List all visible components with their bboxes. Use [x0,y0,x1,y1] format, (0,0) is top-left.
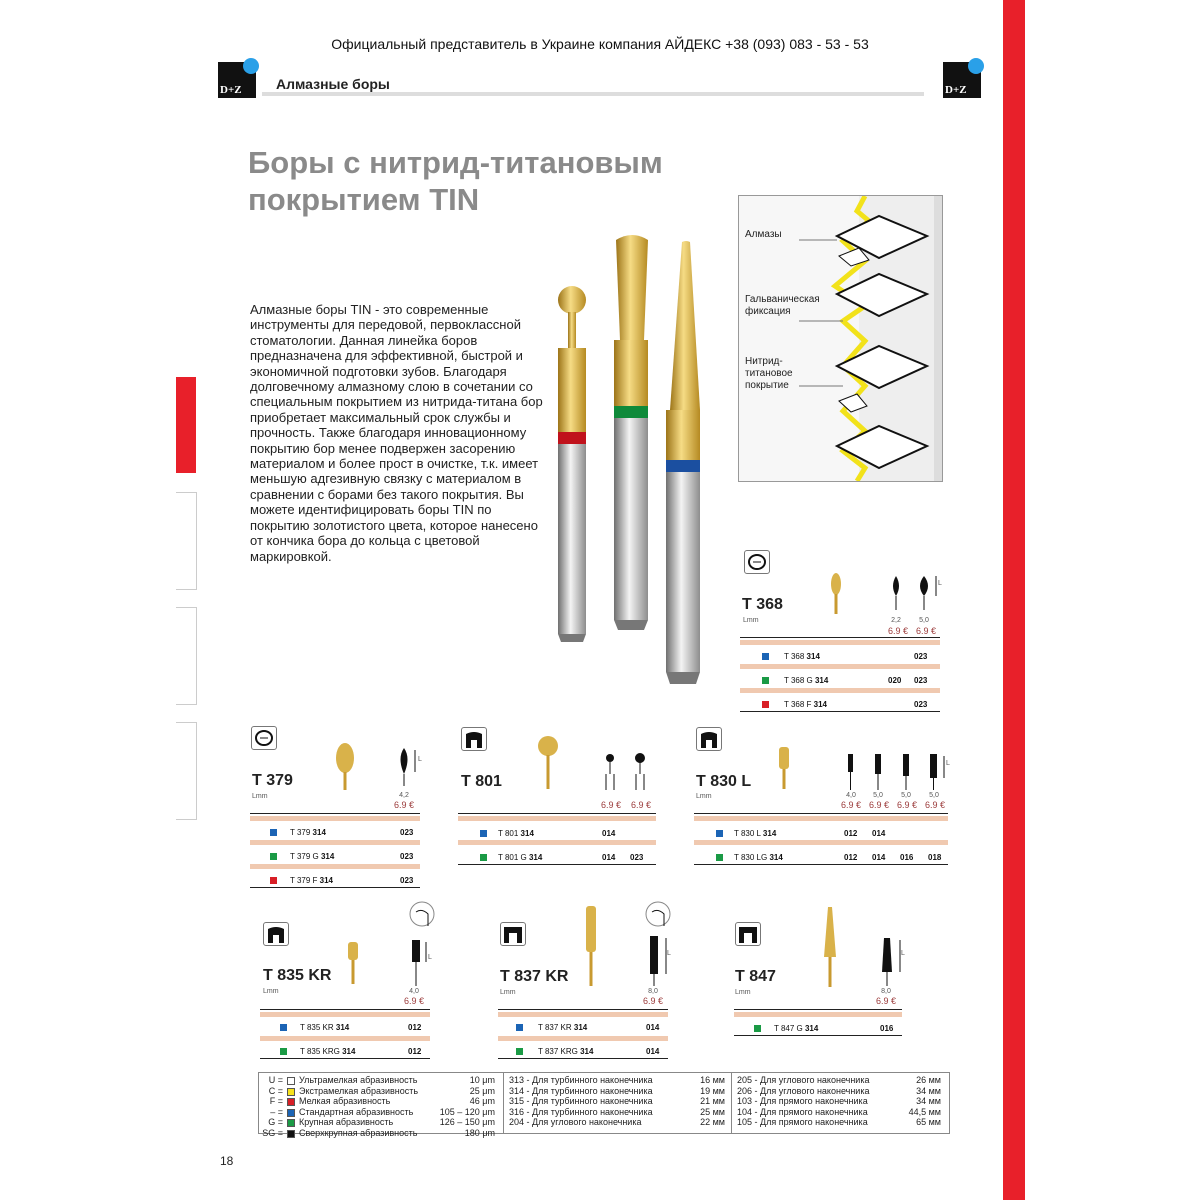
price: 6.9 € [600,800,622,810]
shank-legend-2: 205 - Для углового наконечника 26 мм 206 - Для углового наконечника 34 мм 103 - Для прямого наконечника 34 мм 104 - Для прямого наконечника 44,5 мм 105 - Для прямого наконечника 65 мм [737,1075,941,1127]
price: 6.9 € [924,800,946,810]
length-label: L [901,950,905,957]
product-name-t368: T 368 [742,596,783,613]
right-red-bar [1003,0,1025,1200]
length-label: L [428,954,432,961]
diameter: 5,0 [919,617,929,624]
diameter: 5,0 [929,792,939,799]
price: 6.9 € [875,996,897,1006]
length-label: L [667,950,671,957]
table-row[interactable]: T 835 KRG 314 012 [260,1046,430,1057]
table-row[interactable]: T 837 KR 314 014 [498,1022,668,1033]
legend-table [258,1072,950,1138]
product-name-t830l: T 830 L [696,773,752,790]
shape-drawings-t847 [876,936,908,988]
bur-thumb-t379 [334,742,356,792]
shape-drawings-t835kr [400,900,440,988]
shape-drawings-t368 [884,572,944,612]
diagram-label-galvanic: Гальваническая фиксация [745,294,820,317]
price: 6.9 € [630,800,652,810]
price: 6.9 € [393,800,415,810]
molar-icon [696,727,722,751]
price: 6.9 € [887,626,909,636]
crown-prep-icon [500,922,526,946]
coating-diagram [738,195,943,482]
side-tab[interactable] [176,607,197,705]
header-rule [262,92,924,96]
product-name-t847: T 847 [735,968,776,985]
price: 6.9 € [868,800,890,810]
product-name-t379: T 379 [252,772,293,789]
product-name-t801: T 801 [461,773,502,790]
lmm-label: Lmm [696,793,712,800]
price: 6.9 € [840,800,862,810]
table-row[interactable]: T 847 G 314 016 [734,1023,902,1034]
product-description: Алмазные боры TIN - это современные инструменты для передовой, первоклассной стоматологии. Данная линейка боров предназначена для эффективной, быстрой и экономичной подготовки зубов. Благодаря долговечному алмазному слою в сочетании со специальным покрытием из нитрида-титана бор приобретает максимальный срок службы и прочность. Также благодаря инновационному покрытию бор менее подвержен засорению материалом и более прост в очистке, т.к. имеет меньшую адгезивную связку с материалом в сравнении с борами без такого покрытия. Вы можете идентифицировать боры TIN по покрытию золотистого цвета, которое нанесено от кончика бора до кольца с цветовой маркировкой. [250,302,543,564]
length-label: L [938,580,942,587]
table-row[interactable]: T 368 F 314 023 [740,699,940,710]
diameter: 4,0 [846,792,856,799]
table-row[interactable]: T 835 KR 314 012 [260,1022,430,1033]
length-label: L [946,760,950,767]
table-row[interactable]: T 379 314 023 [250,827,420,838]
side-tab-active[interactable] [176,377,196,473]
diameter: 8,0 [648,988,658,995]
lmm-label: Lmm [263,988,279,995]
shape-drawings-t837kr [640,900,682,988]
header-contact-line: Официальный представитель в Украине компания АЙДЕКС +38 (093) 083 - 53 - 53 [331,36,869,52]
molar-icon [461,727,487,751]
table-row[interactable]: T 801 G 314 014 023 [458,852,656,863]
dz-logo-left: D+Z [218,62,256,98]
product-name-t835kr: T 835 KR [263,967,332,984]
diameter: 4,2 [399,792,409,799]
table-row[interactable]: T 379 F 314 023 [250,875,420,886]
table-row[interactable]: T 830 LG 314 012 014 016 018 [694,852,948,863]
bur-thumb-t368 [828,572,844,616]
diagram-label-diamonds: Алмазы [745,229,782,240]
length-label: L [418,756,422,763]
shape-drawings-t379 [395,744,425,788]
bur-thumb-t801 [536,735,560,791]
crown-prep-icon [735,922,761,946]
price: 6.9 € [403,996,425,1006]
round-bur [558,286,586,642]
table-row[interactable]: T 830 L 314 012 014 [694,828,948,839]
page-title: Боры с нитрид-титановым покрытием TIN [248,145,663,217]
lmm-label: Lmm [743,617,759,624]
price: 6.9 € [642,996,664,1006]
bur-thumb-t830l [777,745,791,791]
dz-logo-right: D+Z [943,62,981,98]
diameter: 2,2 [891,617,901,624]
table-row[interactable]: T 801 314 014 [458,828,656,839]
tooth-icon [251,726,277,750]
cylinder-bur [614,235,648,630]
bur-thumb-t847 [822,905,838,989]
lmm-label: Lmm [252,793,268,800]
diameter: 4,0 [409,988,419,995]
bur-illustrations [548,230,718,690]
table-row[interactable]: T 368 314 023 [740,651,940,662]
product-name-t837kr: T 837 KR [500,968,569,985]
table-row[interactable]: T 379 G 314 023 [250,851,420,862]
lmm-label: Lmm [500,989,516,996]
shape-drawings-t830l [840,752,948,792]
table-row[interactable]: T 837 KRG 314 014 [498,1046,668,1057]
cone-bur [666,241,700,684]
grit-legend: U = Ультрамелкая абразивность 10 μm C = Экстрамелкая абразивность 25 μm F = Мелкая абразивность 46 μm – = Стандартная абразивность 105 – 120 μm G = Крупная абразивность 126 – 150 μm SG = Сверхкрупная абразивность 180 μm [262,1075,495,1138]
price: 6.9 € [896,800,918,810]
bur-thumb-t837kr [584,904,598,988]
side-tab[interactable] [176,492,197,590]
shank-legend-1: 313 - Для турбинного наконечника 16 мм 314 - Для турбинного наконечника 19 мм 315 - Для турбинного наконечника 21 мм 316 - Для турбинного наконечника 25 мм 204 - Для углового наконечника 22 мм [509,1075,725,1127]
shape-drawings-t801 [600,750,650,792]
diagram-label-coating: Нитрид- титановое покрытие [745,356,793,391]
bur-thumb-t835kr [346,940,360,986]
page-number: 18 [220,1154,234,1168]
molar-icon [263,922,289,946]
side-tab[interactable] [176,722,197,820]
price: 6.9 € [915,626,937,636]
diameter: 8,0 [881,988,891,995]
tooth-icon [744,550,770,574]
diameter: 5,0 [901,792,911,799]
diameter: 5,0 [873,792,883,799]
table-row[interactable]: T 368 G 314 020 023 [740,675,940,686]
lmm-label: Lmm [735,989,751,996]
section-title: Алмазные боры [276,76,390,92]
